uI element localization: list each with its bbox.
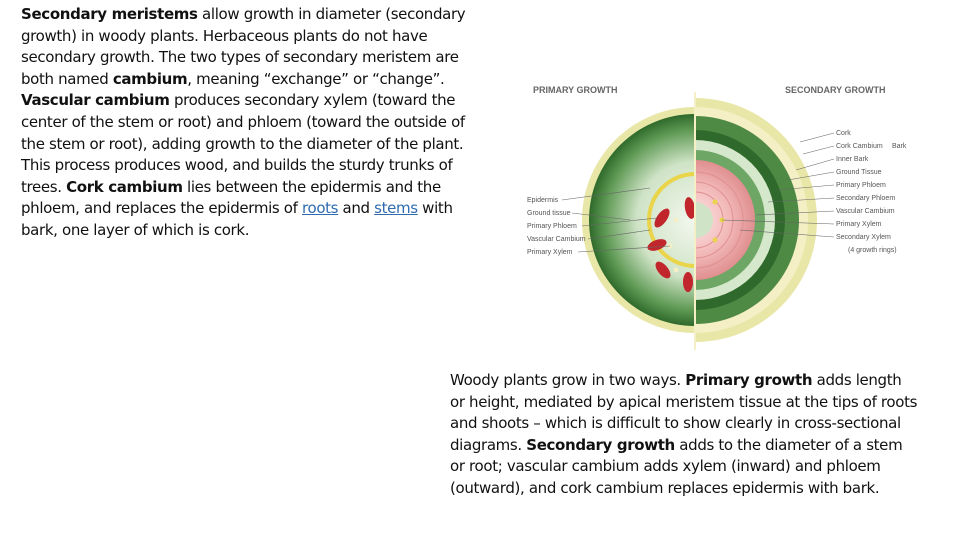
- label-vascular-cambium-2: Vascular Cambium: [836, 208, 895, 215]
- text: Woody plants grow in two ways.: [450, 371, 686, 389]
- secondary-meristems-paragraph: [21, 4, 483, 242]
- stem-cross-section-diagram: [500, 70, 940, 370]
- text: adds to the diameter of a stem or root; vascular cambium adds xylem (inward) and phloem (outward), and cork cambium replaces epidermis with bark.: [450, 435, 903, 497]
- term-vascular-cambium: Vascular cambium: [21, 91, 170, 110]
- label-bark: Bark: [892, 143, 907, 150]
- label-primary-xylem-2: Primary Xylem: [836, 221, 882, 228]
- primary-growth-heading: PRIMARY GROWTH: [533, 85, 618, 95]
- woody-growth-paragraph: [450, 370, 920, 500]
- label-growth-rings: (4 growth rings): [848, 247, 897, 254]
- text: allow growth in diameter (secondary growth) in woody plants. Herbaceous plants do not have secondary growth. The two types of secondary meristem are both named: [21, 5, 466, 88]
- label-ground-tissue-2: Ground Tissue: [836, 169, 882, 176]
- label-primary-xylem: Primary Xylem: [527, 249, 573, 256]
- label-vascular-cambium: Vascular Cambium: [527, 236, 586, 243]
- text: , meaning “exchange” or “change”.: [187, 69, 445, 88]
- term-secondary-growth: Secondary growth: [526, 435, 675, 454]
- text: and: [338, 199, 375, 218]
- label-secondary-xylem: Secondary Xylem: [836, 234, 891, 241]
- label-primary-phloem-2: Primary Phloem: [836, 182, 886, 189]
- term-primary-growth: Primary growth: [685, 371, 813, 389]
- label-cork: Cork: [836, 130, 851, 137]
- secondary-growth-heading: SECONDARY GROWTH: [785, 85, 886, 95]
- text: lies between the epidermis and the phloem, and replaces the epidermis of: [21, 177, 441, 218]
- label-ground-tissue: Ground tissue: [527, 210, 571, 217]
- stems-link[interactable]: stems: [374, 199, 418, 218]
- text: produces secondary xylem (toward the center of the stem or root) and phloem (toward the outside of the stem or root), adding growth to the diameter of the plant. This process produces wood, and builds the sturdy trunks of trees.: [21, 91, 465, 196]
- label-primary-phloem: Primary Phloem: [527, 223, 577, 230]
- text: with bark, one layer of which is cork.: [21, 199, 453, 239]
- term-cork-cambium: Cork cambium: [66, 177, 183, 196]
- text: adds length or height, mediated by apical meristem tissue at the tips of roots and shoots – which is difficult to show clearly in cross-sectional diagrams.: [450, 371, 918, 454]
- label-epidermis: Epidermis: [527, 197, 559, 204]
- roots-link[interactable]: roots: [302, 199, 339, 218]
- label-cork-cambium: Cork Cambium: [836, 143, 883, 150]
- label-inner-bark: Inner Bark: [836, 156, 869, 163]
- term-secondary-meristems: Secondary meristems: [21, 5, 198, 23]
- term-cambium: cambium: [112, 69, 188, 88]
- label-secondary-phloem: Secondary Phloem: [836, 195, 896, 202]
